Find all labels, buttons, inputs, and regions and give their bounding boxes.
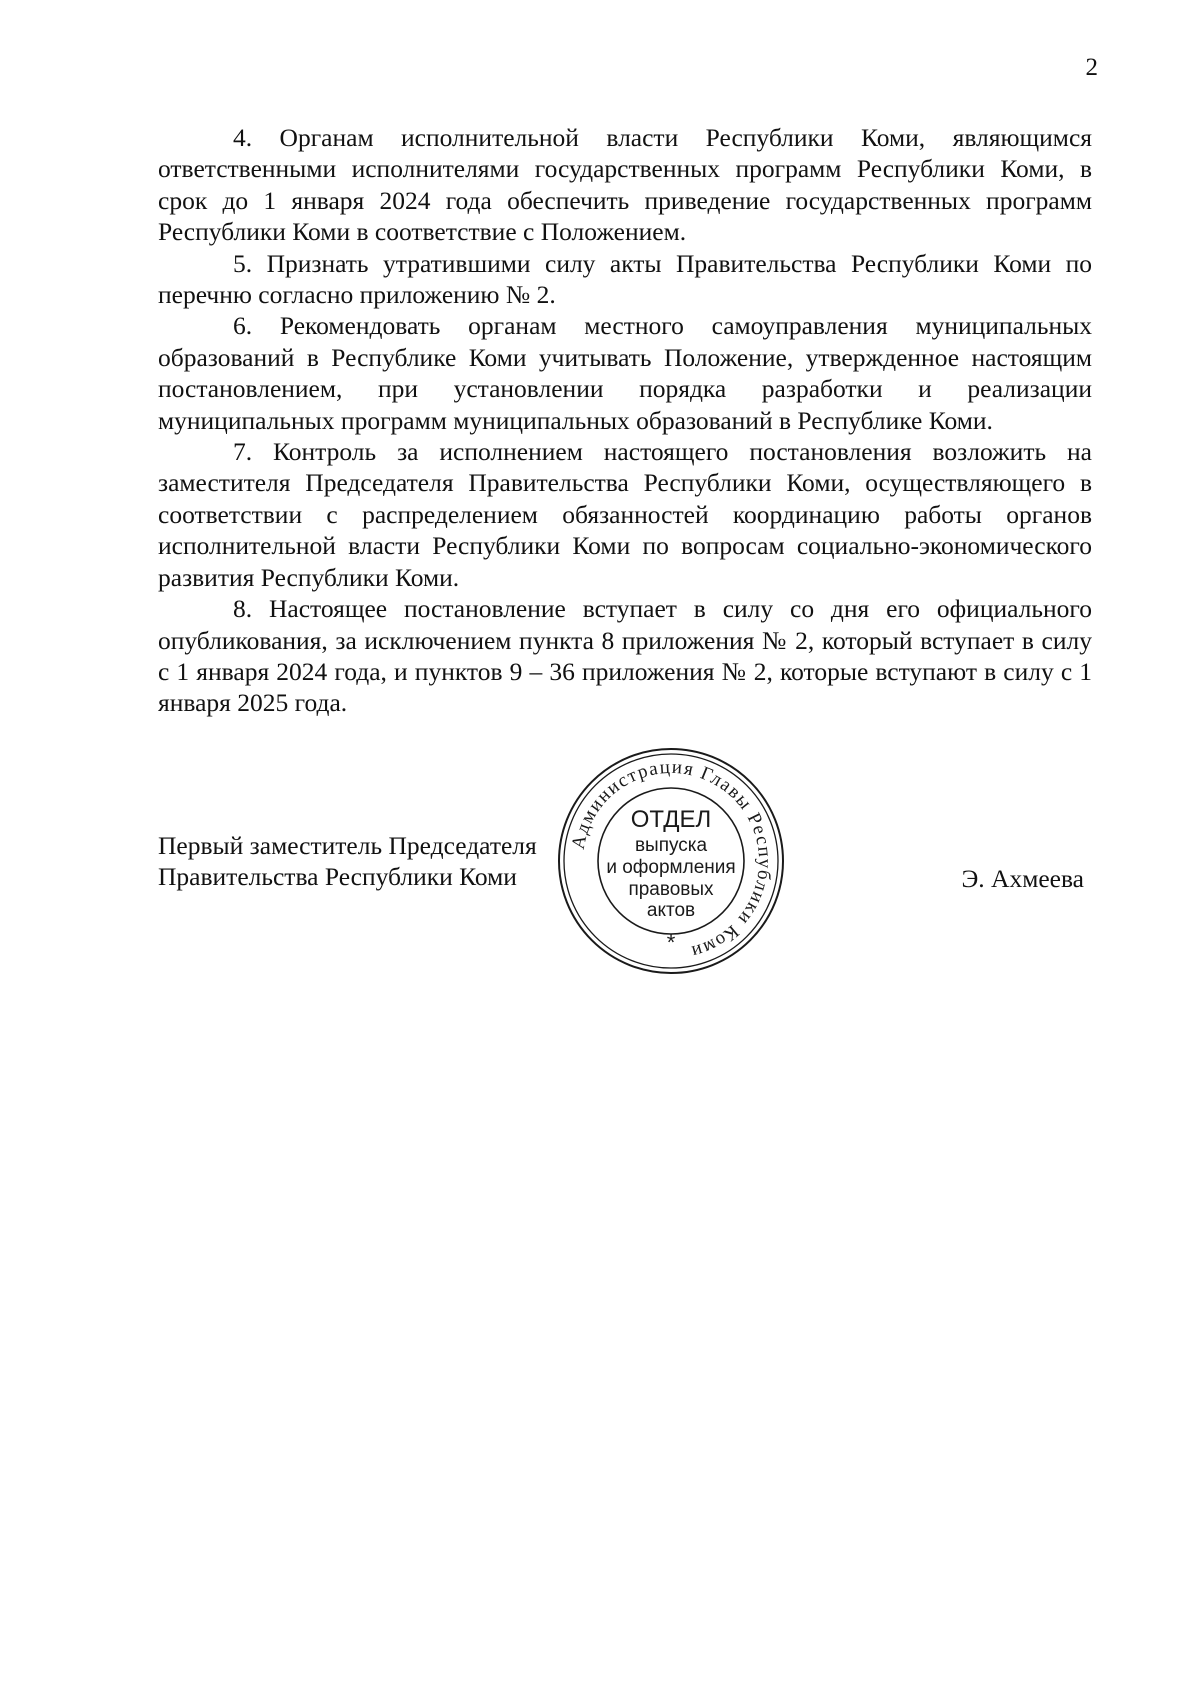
paragraph-7: 7. Контроль за исполнением настоящего постановления возложить на заместителя Председателя Правительства Республики Коми, осуществляющего в соответствии с распределением обязанностей координацию работы органов исполнительной власти Республики Коми по вопросам социально-экономического развития Республики Коми. [158, 437, 1092, 592]
stamp-line2: выпуска [634, 835, 708, 856]
document-body [158, 122, 1092, 719]
paragraph-5: 5. Признать утратившими силу акты Правительства Республики Коми по перечню согласно приложению № 2. [158, 248, 1092, 310]
stamp-line1: ОТДЕЛ [630, 806, 712, 833]
stamp-line3: и оформления [606, 857, 736, 878]
paragraph-6: 6. Рекомендовать органам местного самоуправления муниципальных образований в Республике Коми учитывать Положение, утвержденное настоящим постановлением, при установлении порядка разработки и реализации муниципальных программ муниципальных образований в Республике Коми. [158, 311, 1092, 435]
stamp-star: * [666, 930, 676, 955]
signatory-position-line2: Правительства Республики Коми [158, 862, 517, 892]
stamp-seal-icon [555, 745, 787, 977]
stamp-line4: правовых [628, 879, 714, 900]
paragraph-4: 4. Органам исполнительной власти Республики Коми, являющимся ответственными исполнителями государственных программ Республики Коми, в срок до 1 января 2024 года обеспечить приведение государственных программ Республики Коми в соответствие с Положением. [158, 123, 1092, 247]
paragraph-8: 8. Настоящее постановление вступает в силу со дня его официального опубликования, за исключением пункта 8 приложения № 2, который вступает в силу с 1 января 2024 года, и пунктов 9 – 36 приложения № 2, которые вступают в силу с 1 января 2025 года. [158, 594, 1092, 718]
stamp-ring-text: Администрация Главы Республики Коми [567, 756, 776, 963]
official-stamp [555, 745, 787, 977]
signatory-name: Э. Ахмеева [961, 864, 1084, 893]
signatory-position [158, 830, 537, 893]
signatory-position-line1: Первый заместитель Председателя [158, 831, 537, 860]
page-number: 2 [1085, 54, 1098, 81]
stamp-line5: актов [646, 900, 696, 921]
